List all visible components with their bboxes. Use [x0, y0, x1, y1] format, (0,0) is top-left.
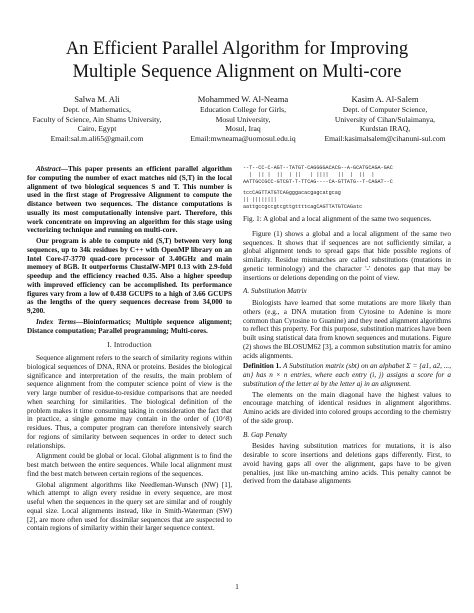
author-block-1: [22, 94, 172, 143]
abstract-text-1: —This paper presents an efficient parallel algorithm for computing the number of exact matches nid (S,T) in the local alignment of two biological sequences S and T. This number is used in the first stage of Progressive Alignment to compute the distance between two sequences. The distance computations is usually its most computationally intensive part. Therefore, this work concentrate on improving an algorithm for this stage using vectorizing technique and running on multi-core.: [27, 165, 232, 235]
abstract-paragraph-1: [27, 165, 232, 235]
author-affiliation: Faculty of Science, Ain Shams University,: [32, 114, 162, 124]
index-terms-text: —Bioinformatics; Multiple sequence alignment; Distance computation; Parallel programming; Multi-cores.: [27, 317, 232, 335]
figure-1-caption: Fig. 1: A global and a local alignment of the same two sequences.: [243, 215, 432, 223]
paper-title-line-1: An Efficient Parallel Algorithm for Improving: [65, 39, 409, 59]
abstract-label: Abstract: [36, 165, 61, 173]
author-affiliation: Dept. of Mathematics,: [63, 105, 131, 114]
abstract-paragraph-2: Our program is able to compute nid (S,T) between very long sequences, up to 34k residues by C++ with OpenMP library on an Intel Core-i7-3770 quad-core processor of 3.40GHz and main memory of 8GB. It outperforms ClustalW-MPI 0.13 with 2.9-fold speedup and the efficiency reached 0.35. Also a higher speedup with improved efficiency can be accomplished. Its performance figures vary from a low of 0.438 GCUPS to a high of 3.66 GCUPS as the lengths of the query sequences decrease from 34,000 to 9,200.: [27, 237, 232, 315]
intro-paragraph-1: Sequence alignment refers to the search of similarity regions within biological sequences of DNA, RNA or proteins. Besides the biological significance and interpretation of the results, the main problem of sequence alignment from the computer science point of view is the very large number of residue-to-residue comparisons that are needed when searching for similarities. The biological definition of the problem makes it time consuming taking in consideration the fact that in practice, a single genome may contain in the order of (10^8) residues. Thus, a computer program can therefore intensively search for regions of similarity between sequences in order to detect such relationships.: [27, 354, 232, 450]
intro-paragraph-3: Global alignment algorithms like Needleman-Wunsch (NW) [1], which attempt to align every residue in every sequence, are most useful when the sequences in the query set are similar and of roughly equal size. Local alignments instead, like in Smith-Waterman (SW) [2], are more often used for dissimilar sequences that are suspected to contain regions of similarity within their larger sequence context.: [27, 480, 232, 533]
author-block-3: [310, 94, 460, 143]
local-alignment-matches: || ||||||||: [243, 197, 277, 203]
paper-title-line-2: Multiple Sequence Alignment on Multi-core: [72, 62, 402, 82]
gap-penalty-paragraph: Besides having substitution matrices for mutations, it is also desirable to score insertions and deletions gaps differently. First, to avoid having gaps all over the alignment, gaps have to be given penalties, just like un-matching amino acids. This penalty cannot be derived from the database alignments: [243, 442, 451, 486]
author-name: Mohammed W. Al-Neama: [197, 94, 289, 104]
author-email[interactable]: Email:mwneama@uomosul.edu.iq: [190, 133, 296, 143]
author-name: Salwa M. Ali: [74, 94, 120, 104]
figure-1-alignments: [243, 165, 451, 211]
right-column: [243, 165, 451, 488]
author-affiliation: Mosul, Iraq: [225, 124, 261, 134]
author-affiliation: Cairo, Egypt: [77, 124, 117, 134]
author-affiliation: University of Cihan/Sulaimanya,: [334, 114, 436, 124]
author-block-2: [173, 94, 313, 143]
figure-1-discussion: Figure (1) shows a global and a local alignment of the same two sequences. It shows that if sequences are not sufficiently similar, a global alignment tends to spread gaps that hide possible regions of similarity. Residue mismatches are called substitutions (mutations in genetic terminology) and the character '-' denotes gap that may be insertions or deletions depending on the point of view.: [243, 229, 451, 282]
global-alignment-seq-2: AATTGCCGCC-GTCGT-T-TTCAG----CA-GTTATG--T-CAGAT--C: [243, 179, 393, 185]
subsection-heading-substitution-matrix: A. Substitution Matrix: [243, 287, 307, 296]
author-email[interactable]: Email:sal.m.ali65@gmail.com: [50, 133, 144, 143]
intro-paragraph-2: Alignment could be global or local. Global alignment is to find the best match between the entire sequences. While local alignment must find the best match between certain regions of the sequences.: [27, 452, 232, 478]
definition-text: A Substitution matrix (sbt) on an alphabet Σ = {a1, a2, ..., an} has n × n entries, where each entry (i, j) assigns a score for a substitution of the letter ai by the letter aj in an alignment.: [243, 362, 452, 388]
author-affiliation: Education College for Girls,: [199, 105, 287, 114]
index-terms: [27, 318, 232, 336]
local-alignment-seq-2: aattgccgccgtcgttgttttcagCAGTTATGTCAGatc: [243, 204, 363, 210]
section-heading-introduction: I. Introduction: [107, 341, 152, 350]
definition-label: Definition 1.: [243, 362, 282, 371]
local-alignment-seq-1: tccCAGTTATGTCAGgggacacgagcatgcag: [243, 190, 341, 196]
author-affiliation: Dept. of Computer Science,: [342, 105, 428, 114]
author-affiliation: Mosul University,: [215, 114, 271, 124]
global-alignment-seq-1: --T--CC-C-AGT--TATGT-CAGGGGACACG--A-GCATGCAGA-GAC: [243, 165, 393, 171]
author-email[interactable]: Email:kasimalsalem@cihanuni-sul.com: [324, 133, 446, 143]
left-column: [27, 165, 232, 535]
page-number: 1: [235, 582, 239, 591]
global-alignment-matches: | || | || | || | |||| || | || |: [243, 172, 375, 178]
substitution-paragraph-1: Biologists have learned that some mutations are more likely than others (e.g., a DNA mutation from Cytosine to Adenine is more common than Cytosine to Guanine) and they need alignment algorithms to reflect this property. For this purpose, substitution matrices have been built using statistical data from known sequences and mutations. Figure (2) shows the BLOSUM62 [3], a common substitution matrix for amino acids alignments.: [243, 299, 451, 360]
index-terms-label: Index Terms: [36, 317, 76, 326]
substitution-paragraph-2: The elements on the main diagonal have the highest values to encourage matching of identical residues in alignment algorithms. Amino acids are divided into colored groups according to the chemistry of the side group.: [243, 390, 451, 425]
definition-1: [243, 362, 451, 388]
author-name: Kasim A. Al-Salem: [351, 94, 419, 104]
subsection-heading-gap-penalty: B. Gap Penalty: [243, 430, 288, 439]
author-affiliation: Kurdstan IRAQ,: [359, 124, 411, 134]
